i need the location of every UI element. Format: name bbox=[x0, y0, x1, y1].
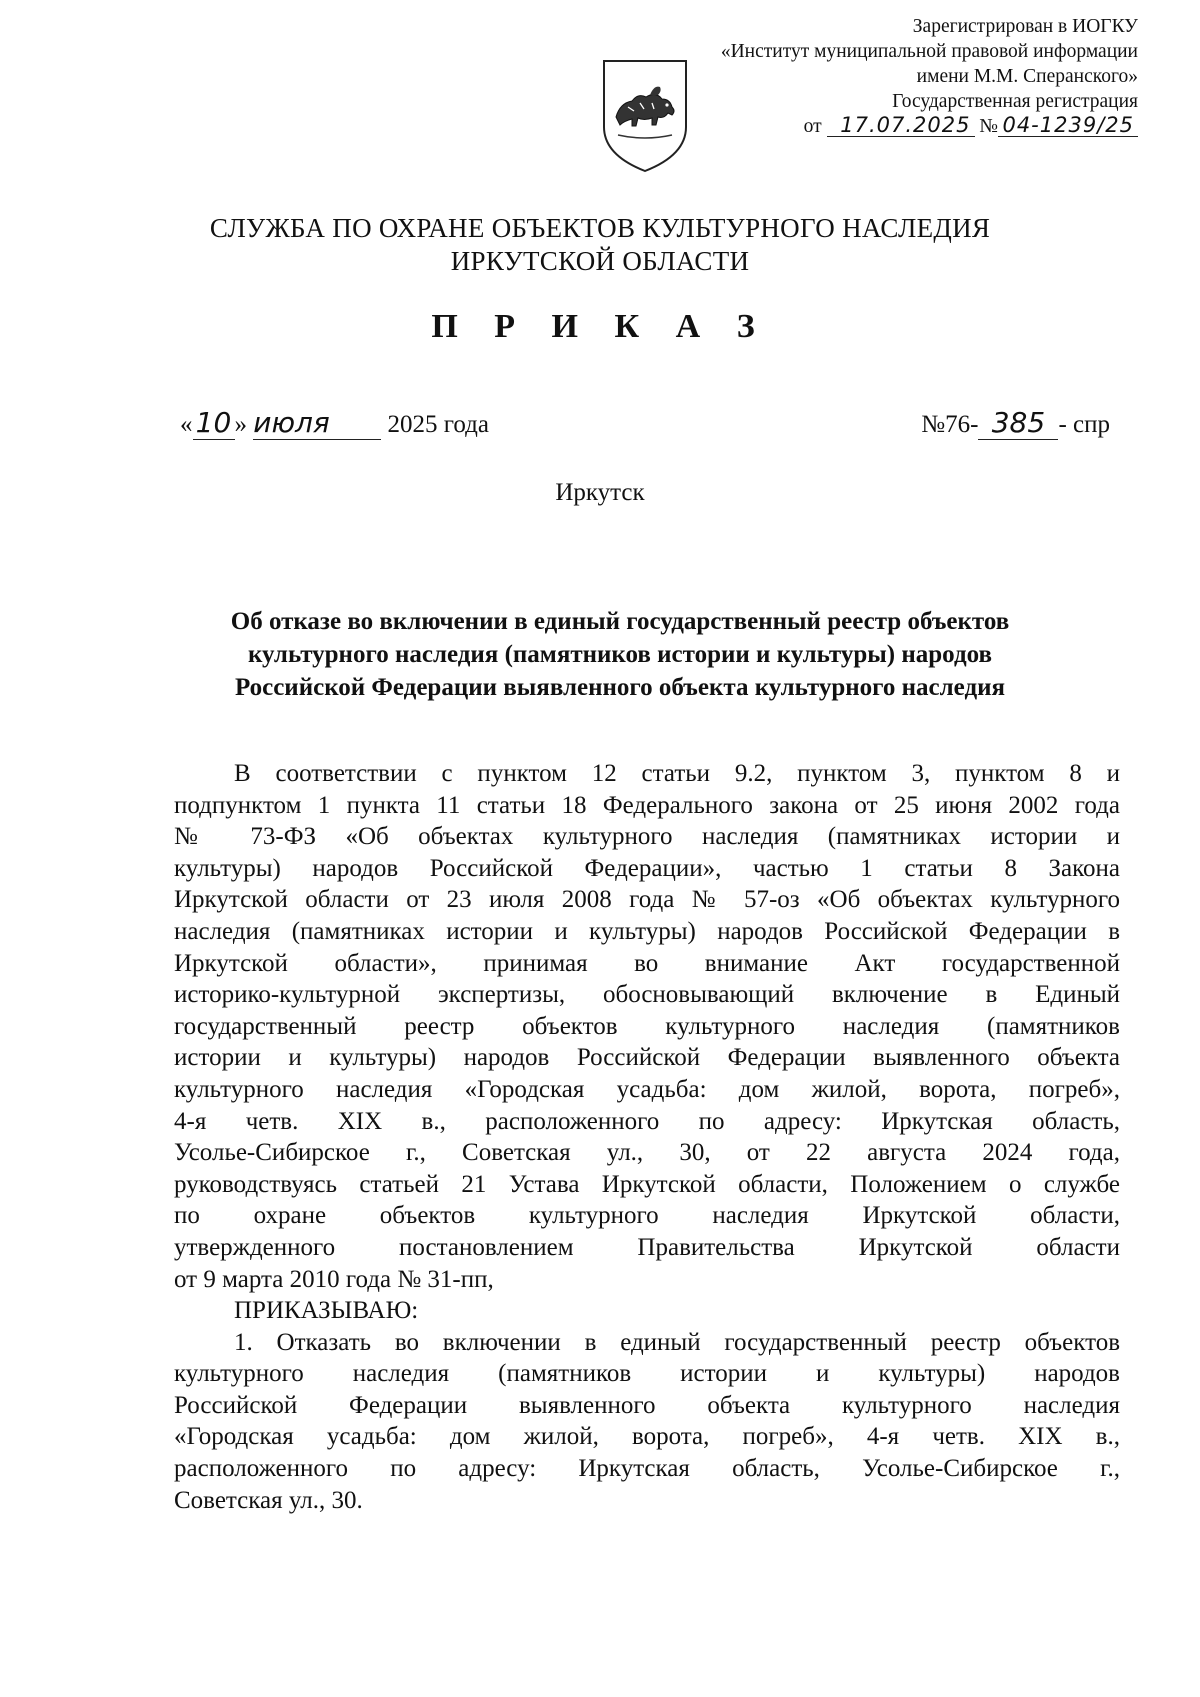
date-year: 2025 года bbox=[387, 411, 489, 438]
item-line: «Городская усадьба: дом жилой, ворота, погреб», 4-я четв. XIX в., bbox=[174, 1423, 1120, 1451]
irkutsk-coat-of-arms-icon bbox=[598, 55, 692, 175]
preamble-line: государственный реестр объектов культурного наследия (памятников bbox=[174, 1012, 1120, 1040]
organization-name-line-1: СЛУЖБА ПО ОХРАНЕ ОБЪЕКТОВ КУЛЬТУРНОГО НАСЛЕДИЯ bbox=[209, 213, 991, 243]
order-number-handwritten: 385 bbox=[978, 406, 1058, 440]
city-name: Иркутск bbox=[555, 479, 645, 506]
order-date bbox=[180, 406, 489, 440]
subject-line-2: культурного наследия (памятников истории и культуры) народов bbox=[247, 641, 992, 668]
preamble-line: историко-культурной экспертизы, обосновывающий включение в Единый bbox=[174, 981, 1120, 1009]
registration-line-2: «Институт муниципальной правовой информации bbox=[720, 41, 1138, 62]
preamble-line: Усолье-Сибирское г., Советская ул., 30, от 22 августа 2024 года, bbox=[174, 1139, 1120, 1167]
preamble-line: культуры) народов Российской Федерации», частью 1 статьи 8 Закона bbox=[174, 854, 1120, 882]
preamble-line: истории и культуры) народов Российской Федерации выявленного объекта bbox=[174, 1044, 1120, 1072]
item-line: 1. Отказать во включении в единый государственный реестр объектов bbox=[234, 1328, 1120, 1356]
date-month-handwritten: июля bbox=[253, 406, 381, 440]
subject-line-1: Об отказе во включении в единый государственный реестр объектов bbox=[230, 608, 1010, 635]
order-number bbox=[921, 406, 1110, 440]
registration-number-prefix: № bbox=[979, 116, 998, 137]
registration-date-handwritten: 17.07.2025 bbox=[827, 114, 975, 137]
order-word: ПРИКАЗЫВАЮ: bbox=[234, 1297, 419, 1325]
registration-line-1: Зарегистрирован в ИОГКУ bbox=[912, 16, 1138, 37]
preamble-line: наследия (памятниках истории и культуры) народов Российской Федерации в bbox=[174, 917, 1120, 945]
item-line: Российской Федерации выявленного объекта культурного наследия bbox=[174, 1391, 1120, 1419]
preamble-line: подпунктом 1 пункта 11 статьи 18 Федерального закона от 25 июня 2002 года bbox=[174, 791, 1120, 819]
preamble-line: культурного наследия «Городская усадьба: дом жилой, ворота, погреб», bbox=[174, 1075, 1120, 1103]
date-quote-open: « bbox=[180, 411, 193, 438]
organization-name-line-2: ИРКУТСКОЙ ОБЛАСТИ bbox=[450, 246, 750, 276]
date-day-handwritten: 10 bbox=[193, 406, 235, 440]
registration-date-prefix: от bbox=[803, 116, 822, 137]
preamble-line: руководствуясь статьей 21 Устава Иркутской области, Положением о службе bbox=[174, 1170, 1120, 1198]
preamble-line: В соответствии с пунктом 12 статьи 9.2, пунктом 3, пунктом 8 и bbox=[234, 760, 1120, 787]
order-number-suffix: - спр bbox=[1058, 411, 1110, 438]
preamble-line: Иркутской области», принимая во внимание Акт государственной bbox=[174, 949, 1120, 977]
preamble-paragraph bbox=[174, 758, 1120, 1295]
preamble-line: от 9 марта 2010 года № 31-пп, bbox=[174, 1265, 494, 1293]
order-body bbox=[174, 758, 1120, 1516]
item-line: расположенного по адресу: Иркутская область, Усолье-Сибирское г., bbox=[174, 1455, 1120, 1483]
document-type-title: П Р И К А З bbox=[431, 308, 769, 345]
preamble-line: утвержденного постановлением Правительства Иркутской области bbox=[174, 1233, 1120, 1261]
item-line: культурного наследия (памятников истории и культуры) народов bbox=[174, 1360, 1120, 1388]
subject-line-3: Российской Федерации выявленного объекта культурного наследия bbox=[234, 674, 1006, 701]
item-line: Советская ул., 30. bbox=[174, 1486, 363, 1514]
order-item-1 bbox=[174, 1327, 1120, 1517]
registration-number-handwritten: 04-1239/25 bbox=[998, 114, 1138, 137]
registration-line-4: Государственная регистрация bbox=[892, 91, 1138, 112]
order-subject bbox=[150, 605, 1090, 704]
organization-name bbox=[0, 212, 1200, 278]
preamble-line: Иркутской области от 23 июля 2008 года № 57-оз «Об объектах культурного bbox=[174, 886, 1120, 914]
registration-line-3: имени М.М. Сперанского» bbox=[916, 66, 1138, 87]
order-number-prefix: №76- bbox=[921, 411, 979, 438]
date-quote-close: » bbox=[234, 411, 247, 438]
preamble-line: 4-я четв. XIX в., расположенного по адресу: Иркутская область, bbox=[174, 1107, 1120, 1135]
preamble-line: по охране объектов культурного наследия Иркутской области, bbox=[174, 1202, 1120, 1230]
preamble-line: № 73-ФЗ «Об объектах культурного наследия (памятниках истории и bbox=[174, 823, 1120, 851]
